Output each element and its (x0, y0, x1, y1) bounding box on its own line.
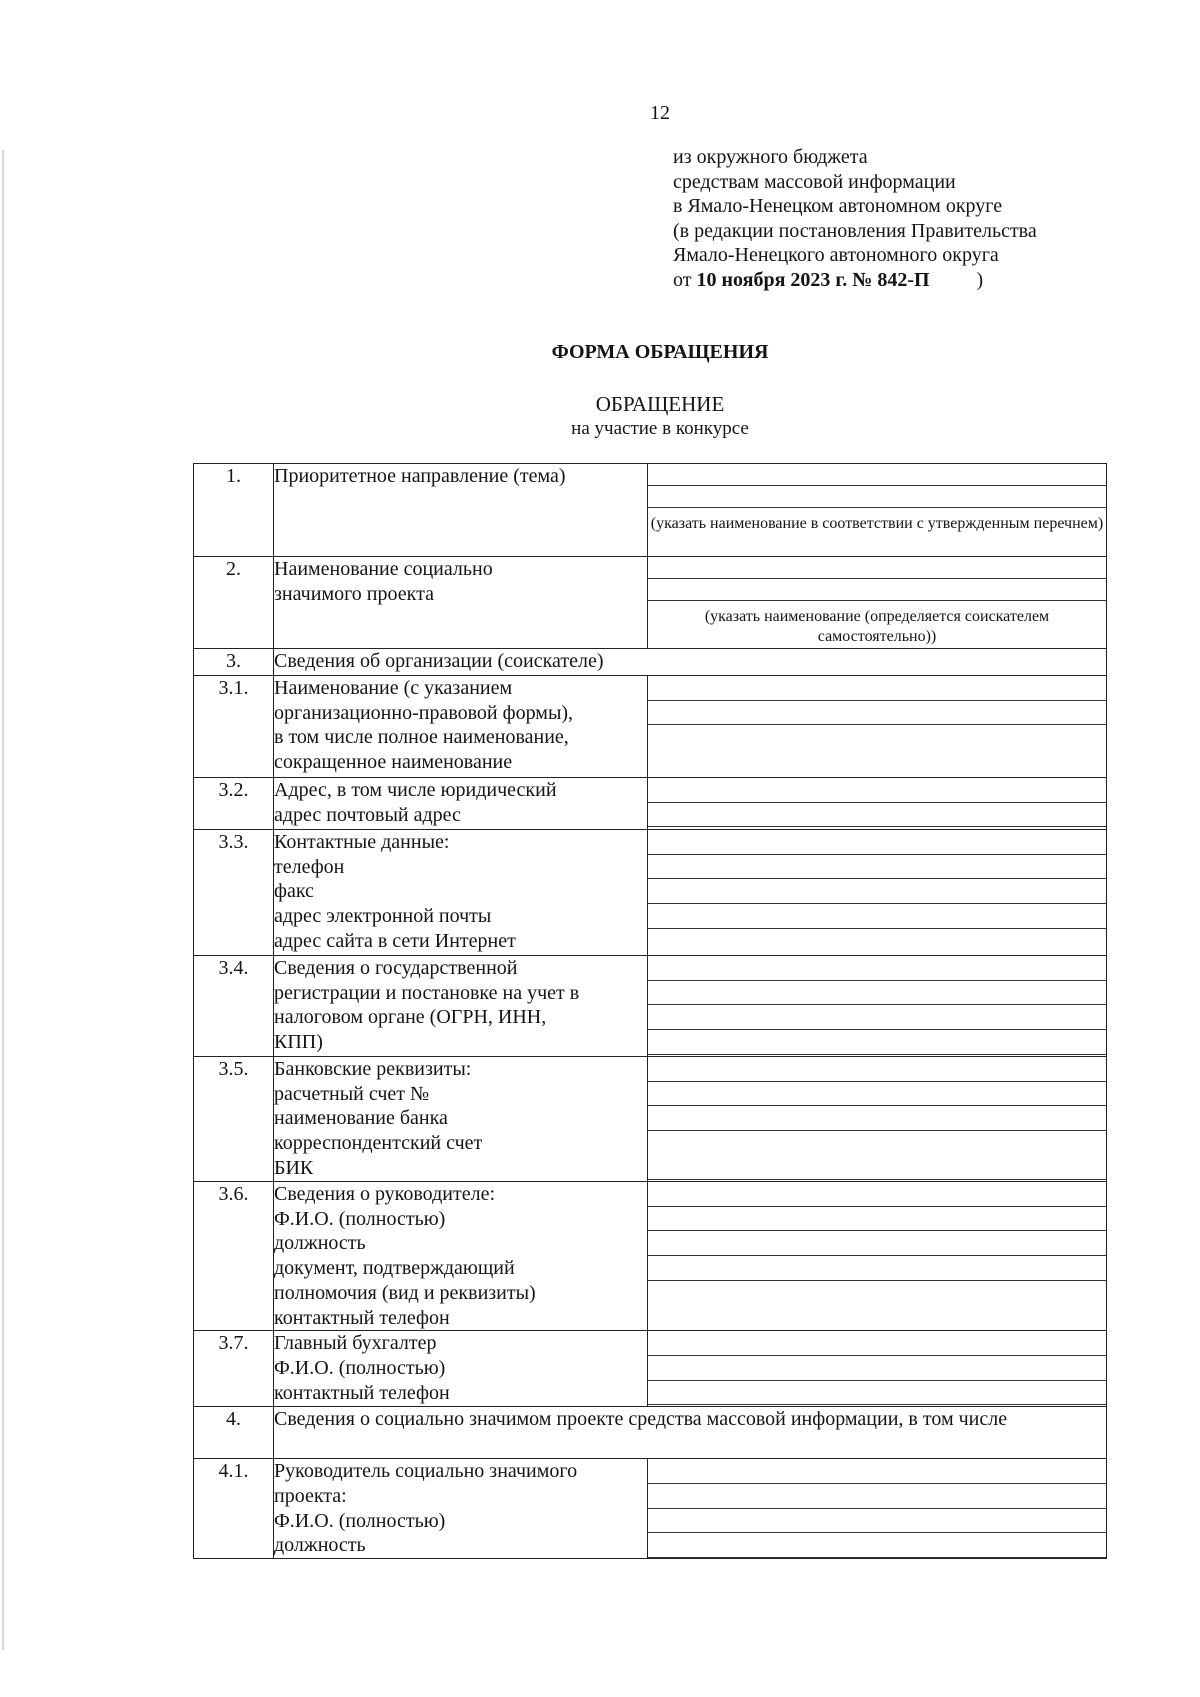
fill-cell[interactable] (648, 1331, 1107, 1407)
row-number: 2. (194, 557, 274, 649)
label-line: должность (274, 1232, 366, 1255)
row-number: 3.6. (194, 1182, 274, 1331)
label-line: наименование банка (274, 1107, 448, 1130)
header-line: (в редакции постановления Правительства (673, 219, 1037, 242)
fill-line[interactable] (648, 904, 1106, 929)
table-row (194, 778, 1107, 830)
row-number: 3.4. (194, 956, 274, 1057)
row-label (274, 464, 648, 557)
label-line: Ф.И.О. (полностью) (274, 1207, 446, 1230)
fill-line[interactable] (648, 557, 1106, 579)
header-line: из окружного бюджета (673, 146, 868, 168)
fill-line[interactable] (648, 1156, 1106, 1181)
label-line: КПП) (274, 1031, 323, 1054)
section-heading: Сведения об организации (соискателе) (274, 649, 1107, 676)
row-label (274, 1459, 648, 1559)
label-line: в том числе полное наименование, (274, 726, 569, 749)
label-line: Ф.И.О. (полностью) (274, 1509, 446, 1532)
label-line: документ, подтверждающий (274, 1257, 515, 1280)
label-line: факс (274, 880, 314, 903)
table-row (194, 830, 1107, 956)
label-line: налоговом органе (ОГРН, ИНН, (274, 1006, 547, 1029)
header-line: Ямало-Ненецкого автономного округа (673, 244, 999, 267)
fill-line[interactable] (648, 1459, 1106, 1484)
label-line: Сведения о государственной (274, 957, 518, 979)
fill-line[interactable] (648, 1207, 1106, 1232)
label-line: адрес сайта в сети Интернет (274, 929, 516, 952)
header-line: средствам массовой информации (673, 170, 956, 193)
fill-line[interactable] (648, 1005, 1106, 1030)
fill-hint: (указать наименование в соответствии с утвержденным перечнем) (650, 515, 1104, 532)
header-date: 10 ноября 2023 г. № 842-П (696, 268, 930, 291)
table-row (194, 649, 1107, 676)
table-row (194, 464, 1107, 557)
fill-line[interactable] (648, 1057, 1106, 1082)
fill-hint: (указать наименование (определяется соискателем самостоятельно)) (704, 608, 1050, 645)
table-row (194, 1057, 1107, 1182)
row-label (274, 830, 648, 956)
fill-line[interactable] (648, 778, 1106, 803)
label-line: значимого проекта (274, 582, 434, 605)
table-row (194, 676, 1107, 778)
fill-line[interactable] (648, 1182, 1106, 1207)
label-line: адрес электронной почты (274, 905, 492, 928)
fill-line[interactable] (648, 1331, 1106, 1356)
fill-line[interactable] (648, 830, 1106, 855)
label-line: БИК (274, 1156, 314, 1179)
fill-line[interactable] (648, 1381, 1106, 1406)
fill-line[interactable] (648, 486, 1106, 508)
label-line: контактный телефон (274, 1381, 450, 1404)
fill-cell[interactable] (648, 1459, 1107, 1559)
application-title: ОБРАЩЕНИЕ (595, 392, 725, 416)
label-line: сокращенное наименование (274, 751, 513, 774)
label-line: Наименование социально (274, 558, 493, 580)
label-line: Наименование (с указанием (274, 677, 513, 699)
label-line: расчетный счет № (274, 1082, 430, 1105)
label-line: адрес почтовый адрес (274, 803, 461, 826)
row-number: 4. (194, 1407, 274, 1459)
fill-line[interactable] (648, 1356, 1106, 1381)
header-block (673, 145, 1037, 293)
row-label (274, 778, 648, 830)
table-row (194, 1331, 1107, 1407)
fill-line[interactable] (648, 676, 1106, 701)
fill-line[interactable] (648, 981, 1106, 1006)
fill-line[interactable] (648, 464, 1106, 486)
fill-line[interactable] (648, 956, 1106, 981)
section-heading: Сведения о социально значимом проекте средства массовой информации, в том числе (274, 1407, 1107, 1459)
fill-cell[interactable] (648, 1182, 1107, 1331)
table-row (194, 557, 1107, 649)
row-label (274, 676, 648, 778)
label-line: Руководитель социально значимого (274, 1460, 578, 1483)
application-subtitle: на участие в конкурсе (571, 418, 749, 439)
row-label (274, 1331, 648, 1407)
fill-line[interactable] (648, 803, 1106, 828)
fill-line[interactable] (648, 855, 1106, 880)
form-title: ФОРМА ОБРАЩЕНИЯ (551, 341, 769, 363)
row-number: 3.5. (194, 1057, 274, 1182)
header-date-line (673, 268, 1037, 293)
row-number: 3. (194, 649, 274, 676)
label-line: Адрес, в том числе юридический (274, 779, 557, 801)
table-row (194, 1459, 1107, 1559)
label-line: должность (274, 1534, 366, 1557)
fill-line[interactable] (648, 1030, 1106, 1055)
fill-line[interactable] (648, 1256, 1106, 1281)
fill-cell[interactable] (648, 830, 1107, 956)
label-line: Главный бухгалтер (274, 1332, 437, 1355)
fill-cell[interactable] (648, 557, 1107, 649)
fill-line[interactable] (648, 1533, 1106, 1558)
label-line: полномочия (вид и реквизиты) (274, 1281, 536, 1304)
row-label (274, 1182, 648, 1331)
row-label (274, 956, 648, 1057)
row-number: 1. (194, 464, 274, 557)
header-line: в Ямало-Ненецком автономном округе (673, 195, 1003, 218)
header-date-prefix: от (673, 268, 692, 291)
label-line: проекта: (274, 1484, 347, 1507)
label-line: Контактные данные: (274, 831, 450, 853)
table-row (194, 1407, 1107, 1459)
fill-line[interactable] (648, 1106, 1106, 1131)
table-row (194, 1182, 1107, 1331)
fill-line[interactable] (648, 879, 1106, 904)
application-form-table (193, 463, 1107, 1559)
label-line: телефон (274, 855, 345, 878)
label-line: Сведения о руководителе: (274, 1183, 496, 1205)
row-number: 3.1. (194, 676, 274, 778)
fill-line[interactable] (648, 701, 1106, 726)
fill-line[interactable] (648, 1484, 1106, 1509)
label-line: Банковские реквизиты: (274, 1058, 472, 1080)
fill-cell[interactable] (648, 1057, 1107, 1182)
fill-line[interactable] (648, 1509, 1106, 1534)
row-number: 3.2. (194, 778, 274, 830)
label-line: корреспондентский счет (274, 1132, 483, 1155)
fill-cell[interactable] (648, 778, 1107, 830)
label-line: организационно-правовой формы), (274, 701, 574, 724)
label-line: Ф.И.О. (полностью) (274, 1356, 446, 1379)
fill-cell[interactable] (648, 676, 1107, 778)
row-number: 3.3. (194, 830, 274, 956)
scan-edge (2, 150, 4, 1650)
fill-line[interactable] (648, 1231, 1106, 1256)
row-label (274, 1057, 648, 1182)
page-number: 12 (650, 102, 670, 124)
fill-line[interactable] (648, 579, 1106, 601)
fill-cell[interactable] (648, 956, 1107, 1057)
fill-line[interactable] (648, 1082, 1106, 1107)
fill-cell[interactable] (648, 464, 1107, 557)
label-line: контактный телефон (274, 1306, 450, 1329)
label-line: регистрации и постановке на учет в (274, 981, 580, 1004)
label-line: Приоритетное направление (тема) (274, 465, 566, 487)
row-number: 4.1. (194, 1459, 274, 1559)
table-row (194, 956, 1107, 1057)
header-date-suffix: ) (976, 268, 984, 291)
row-label (274, 557, 648, 649)
row-number: 3.7. (194, 1331, 274, 1407)
